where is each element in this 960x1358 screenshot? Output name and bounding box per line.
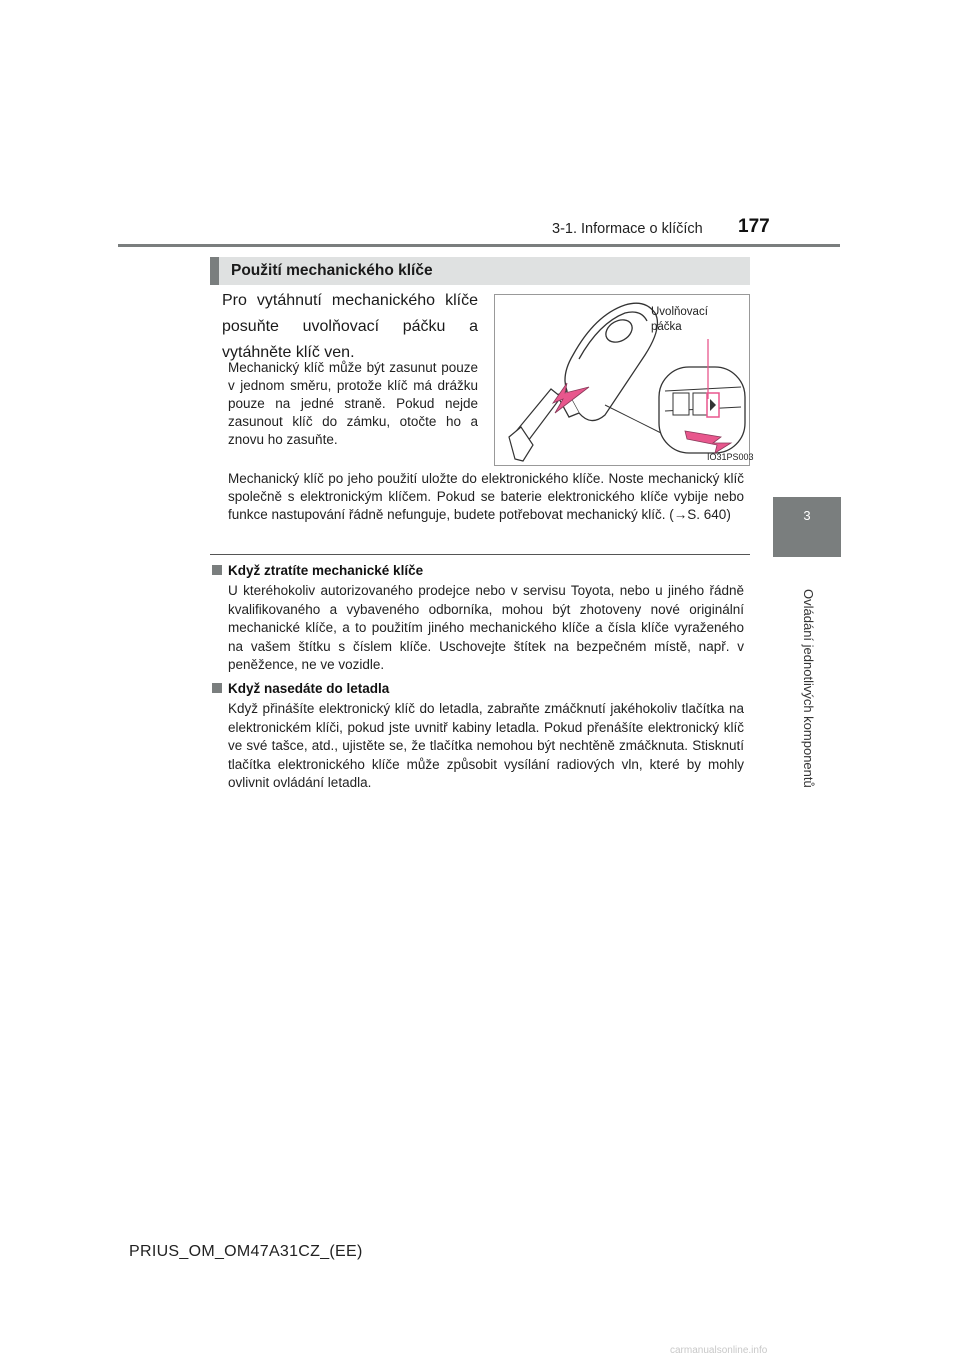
section-divider (210, 554, 750, 555)
item-title-text: Když nasedáte do letadla (228, 681, 390, 696)
chapter-number: 3 (803, 508, 811, 523)
item-body-aircraft: Když přinášíte elektronický klíč do letadla, zabraňte zmáčknutí jakéhokoliv tlačítka na elektronickém klíči, pokud jste uvnitř kabiny letadla. Pokud přenášíte elektronický klíč ve své tašce, atd., ujistěte se, že tlačítka nemohou být nechtěně zmáčknuta. Stisknutí tlačítka elektronického klíče může způsobit vysílání radiových vln, které by mohly ovlivnit ovládání letadla. (228, 701, 744, 790)
callout-line-2: páčka (651, 321, 682, 333)
figure-code: IO31PS003 (707, 452, 754, 462)
document-id: PRIUS_OM_OM47A31CZ_(EE) (129, 1243, 363, 1260)
key-illustration (494, 294, 754, 466)
chapter-side-title: Ovládání jednotlivých komponentů (801, 589, 816, 788)
page-number: 177 (738, 216, 770, 237)
note-key-direction: Mechanický klíč může být zasunut pouze v jednom směru, protože klíč má drážku pouze na jedné straně. Pokud nejde zasunout klíč do zámku, otočte ho a znovu ho zasuňte. (228, 360, 478, 447)
chapter-tab (773, 497, 841, 557)
note-storage: Mechanický klíč po jeho použití uložte do elektronického klíče. Noste mechanický klíč společně s elektronickým klíčem. Pokud se baterie elektronického klíče vybije nebo funkce nastupování řádně nefunguje, budete potřebovat mechanický klíč. (→S. 640) (228, 471, 744, 522)
header-rule (118, 244, 840, 247)
section-heading: Použití mechanického klíče (210, 257, 750, 285)
section-label: 3-1. Informace o klíčích (552, 221, 703, 237)
square-bullet-icon (212, 683, 222, 693)
callout-line-1: Uvolňovací (651, 306, 708, 318)
instruction-text: Pro vytáhnutí mechanického klíče posuňte uvolňovací páčku a vytáhněte klíč ven. (222, 292, 478, 361)
callout-label (651, 305, 708, 335)
item-title-aircraft (212, 681, 389, 696)
item-body-lost-keys: U kteréhokoliv autorizovaného prodejce nebo v servisu Toyota, nebo u jiného řádně kvalifikovaného a vybaveného odborníka, mohou být zhotoveny nové originální mechanické klíče, a to použitím jiného mechanického klíče a čísla klíče vyraženého na vašem štítku s číslem klíče. Uschovejte štítek na bezpečném místě, např. v peněžence, ne ve vozidle. (228, 583, 744, 672)
key-fob-drawing (495, 295, 749, 465)
item-title-text: Když ztratíte mechanické klíče (228, 563, 424, 578)
watermark: carmanualsonline.info (670, 1345, 768, 1356)
item-title-lost-keys (212, 563, 423, 578)
square-bullet-icon (212, 565, 222, 575)
